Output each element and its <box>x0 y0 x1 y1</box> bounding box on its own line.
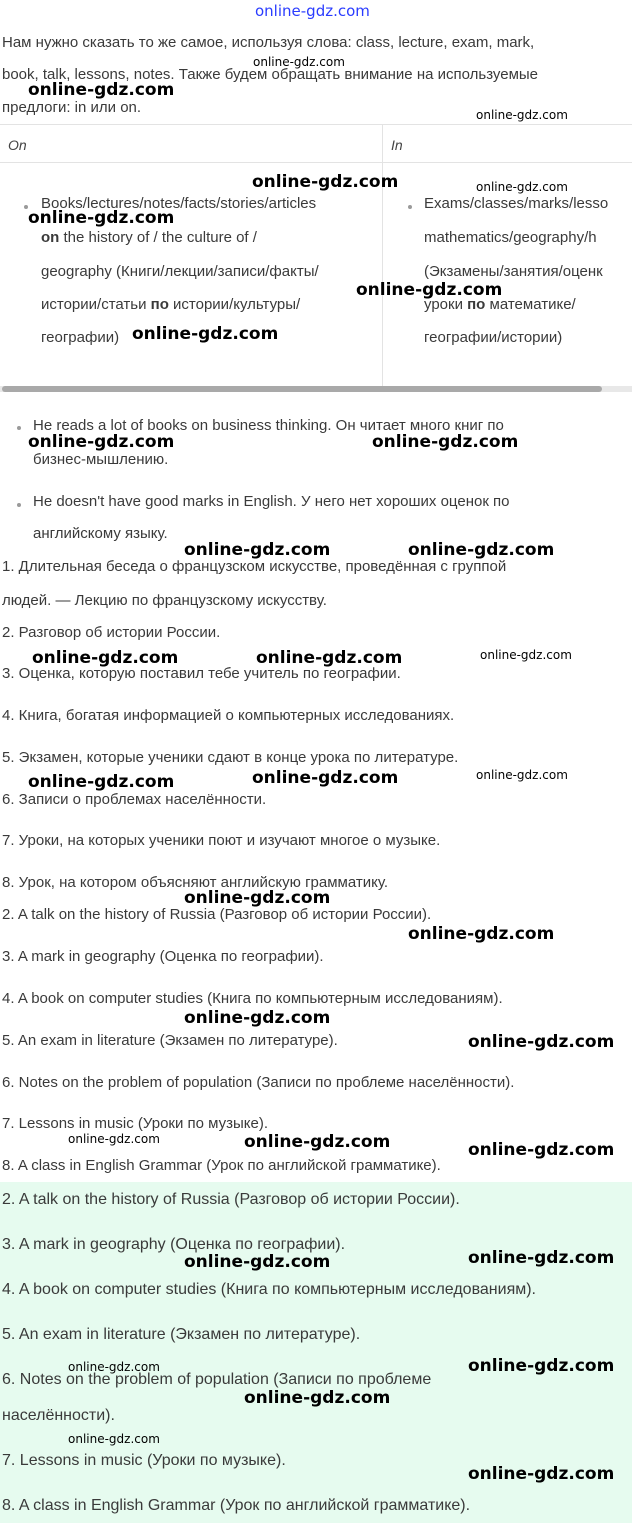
watermark: online-gdz.com <box>476 108 568 122</box>
final-answer-line: 2. A talk on the history of Russia (Разговор об истории России). <box>2 1191 460 1208</box>
watermark: online-gdz.com <box>28 208 175 228</box>
on-bold-word: on <box>41 229 60 246</box>
watermark: online-gdz.com <box>184 1252 331 1272</box>
watermark: online-gdz.com <box>28 772 175 792</box>
watermark: online-gdz.com <box>68 1432 160 1446</box>
task-line: 2. Разговор об истории России. <box>2 624 221 641</box>
answer-line: 5. An exam in literature (Экзамен по литературе). <box>2 1032 338 1049</box>
task-line: 5. Экзамен, которые ученики сдают в конце урока по литературе. <box>2 749 459 766</box>
intro-line-2: book, talk, lessons, notes. Также будем обращать внимание на используемые <box>2 66 539 83</box>
on-cell-line-4-a: истории/статьи <box>41 296 151 313</box>
table-header-on: On <box>8 137 27 153</box>
watermark: online-gdz.com <box>468 1140 615 1160</box>
bullet-icon <box>17 426 21 430</box>
watermark: online-gdz.com <box>68 1360 160 1374</box>
watermark: online-gdz.com <box>356 280 503 300</box>
final-answer-line: 7. Lessons in music (Уроки по музыке). <box>2 1452 286 1469</box>
watermark: online-gdz.com <box>132 324 279 344</box>
watermark: online-gdz.com <box>28 432 175 452</box>
task-line: 4. Книга, богатая информацией о компьютерных исследованиях. <box>2 707 455 724</box>
final-answer-line: 4. A book on computer studies (Книга по компьютерным исследованиям). <box>2 1281 536 1298</box>
answer-line: 7. Lessons in music (Уроки по музыке). <box>2 1115 269 1132</box>
bullet-icon <box>408 205 412 209</box>
example-2-line-2: английскому языку. <box>33 525 168 542</box>
watermark: online-gdz.com <box>244 1388 391 1408</box>
po-bold-word: по <box>467 296 486 313</box>
on-cell-line-4 <box>41 296 300 313</box>
watermark: online-gdz.com <box>244 1132 391 1152</box>
watermark: online-gdz.com <box>184 540 331 560</box>
on-cell-line-1: Books/lectures/notes/facts/stories/articles <box>41 195 317 212</box>
in-cell-line-2: mathematics/geography/h <box>424 229 597 246</box>
intro-line-3: предлоги: in или on. <box>2 99 142 116</box>
answer-line: 8. A class in English Grammar (Урок по английской грамматике). <box>2 1157 441 1174</box>
site-watermark-top: online-gdz.com <box>255 2 370 20</box>
answer-line: 3. A mark in geography (Оценка по географии). <box>2 948 324 965</box>
on-cell-line-5: географии) <box>41 329 120 346</box>
on-cell-line-2-text: the history of / the culture of / <box>63 229 257 246</box>
task-line: людей. — Лекцию по французскому искусству. <box>2 592 327 609</box>
scrollbar-thumb[interactable] <box>2 386 602 392</box>
watermark: online-gdz.com <box>28 80 175 100</box>
on-cell-line-2 <box>41 229 257 246</box>
watermark: online-gdz.com <box>468 1464 615 1484</box>
watermark: online-gdz.com <box>408 540 555 560</box>
in-cell-line-1: Exams/classes/marks/lesso <box>424 195 609 212</box>
final-answer-line: 8. A class in English Grammar (Урок по английской грамматике). <box>2 1497 471 1514</box>
table-header-in: In <box>391 137 403 153</box>
watermark: online-gdz.com <box>476 180 568 194</box>
po-bold-word: по <box>150 296 169 313</box>
final-answer-line: населённости). <box>2 1407 115 1424</box>
in-cell-line-4-b: математике/ <box>485 296 576 313</box>
task-line: 3. Оценка, которую поставил тебе учитель по географии. <box>2 665 401 682</box>
example-1-line-2: бизнес-мышлению. <box>33 451 169 468</box>
final-answer-line: 3. A mark in geography (Оценка по географии). <box>2 1236 346 1253</box>
answer-line: 6. Notes on the problem of population (Записи по проблеме населённости). <box>2 1074 515 1091</box>
watermark: online-gdz.com <box>480 648 572 662</box>
watermark: online-gdz.com <box>184 888 331 908</box>
task-line: 8. Урок, на котором объясняют английскую грамматику. <box>2 874 389 891</box>
answer-line: 4. A book on computer studies (Книга по компьютерным исследованиям). <box>2 990 503 1007</box>
watermark: online-gdz.com <box>253 55 345 69</box>
final-answer-line: 6. Notes on the problem of population (Записи по проблеме <box>2 1371 432 1388</box>
in-cell-line-3: (Экзамены/занятия/оценк <box>424 263 603 280</box>
example-2-line-1: He doesn't have good marks in English. У него нет хороших оценок по <box>33 493 510 510</box>
watermark: online-gdz.com <box>252 768 399 788</box>
example-1-line-1: He reads a lot of books on business thinking. Он читает много книг по <box>33 417 504 434</box>
table-header-divider <box>0 162 632 163</box>
watermark: online-gdz.com <box>32 648 179 668</box>
preposition-table <box>0 124 632 389</box>
intro-line-1: Нам нужно сказать то же самое, используя слова: class, lecture, exam, mark, <box>2 34 535 51</box>
answer-line: 2. A talk on the history of Russia (Разговор об истории России). <box>2 906 432 923</box>
watermark: online-gdz.com <box>372 432 519 452</box>
watermark: online-gdz.com <box>468 1356 615 1376</box>
watermark: online-gdz.com <box>184 1008 331 1028</box>
watermark: online-gdz.com <box>468 1032 615 1052</box>
final-answer-line: 5. An exam in literature (Экзамен по литературе). <box>2 1326 361 1343</box>
table-horizontal-scrollbar[interactable] <box>0 386 632 392</box>
in-cell-line-4-a: уроки <box>424 296 468 313</box>
watermark: online-gdz.com <box>408 924 555 944</box>
in-cell-line-5: географии/истории) <box>424 329 563 346</box>
watermark: online-gdz.com <box>476 768 568 782</box>
watermark: online-gdz.com <box>68 1132 160 1146</box>
task-line: 7. Уроки, на которых ученики поют и изучают многое о музыке. <box>2 832 441 849</box>
watermark: online-gdz.com <box>256 648 403 668</box>
watermark: online-gdz.com <box>252 172 399 192</box>
watermark: online-gdz.com <box>468 1248 615 1268</box>
task-line: 1. Длительная беседа о французском искусстве, проведённая с группой <box>2 558 507 575</box>
on-cell-line-3: geography (Книги/лекции/записи/факты/ <box>41 263 319 280</box>
table-column-divider <box>382 125 383 387</box>
bullet-icon <box>17 503 21 507</box>
task-line: 6. Записи о проблемах населённости. <box>2 791 267 808</box>
on-cell-line-4-b: истории/культуры/ <box>168 296 301 313</box>
